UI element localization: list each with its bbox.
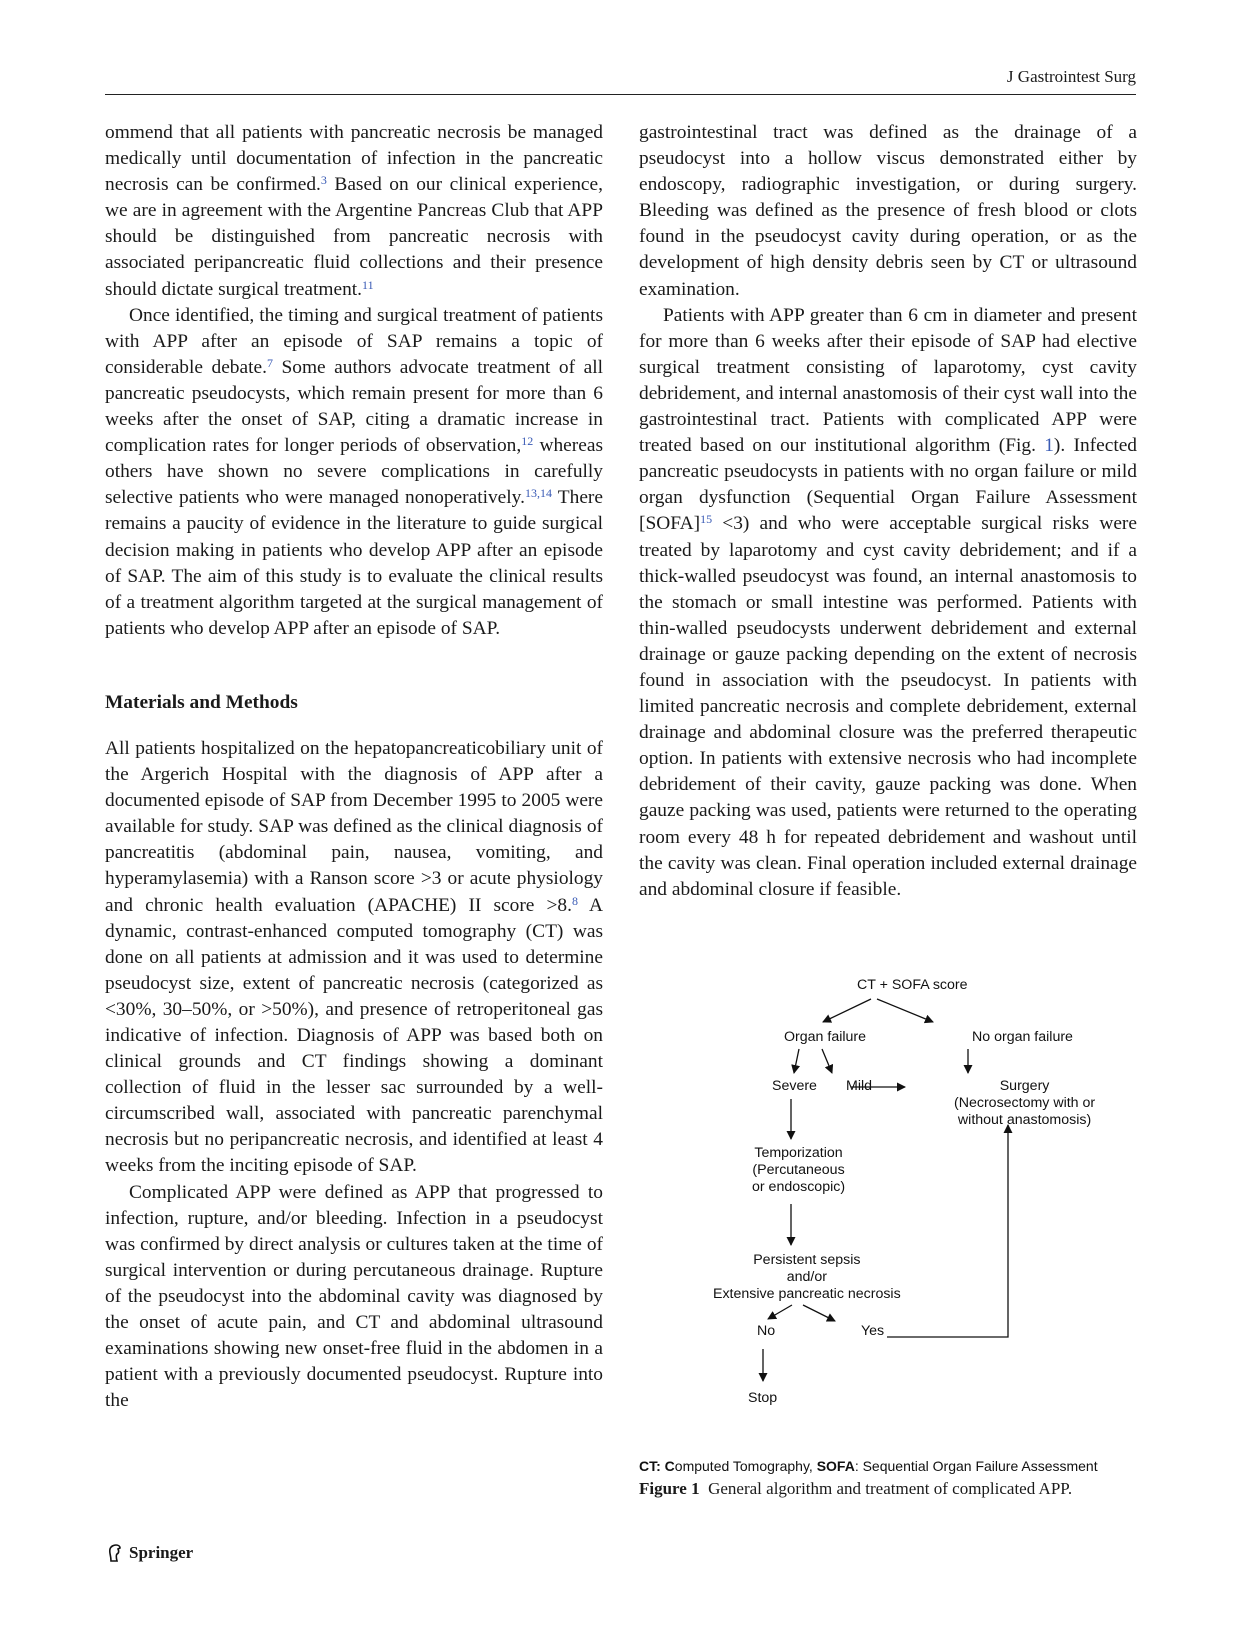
right-column — [639, 120, 1137, 903]
paragraph: Patients with APP greater than 6 cm in diameter and present for more than 6 weeks after their episode of SAP had elective surgical treatment consisting of laparotomy, cyst cavity debridement, and internal anastomosis of their cyst wall into the gastrointestinal tract. Patients with complicated APP were treated based on our institutional algorithm (Fig. 1). Infected pancreatic pseudocysts in patients with no organ failure or mild organ dysfunction (Sequential Organ Failure Assessment [SOFA]$^{15}$ <3) and who were acceptable surgical risks were treated by laparotomy and cyst cavity debridement; and if a thick-walled pseudocyst was found, an internal anastomosis to the stomach or small intestine was performed. Patients with thin-walled pseudocysts underwent debridement and external drainage or gauze packing depending on the extent of necrosis found in association with the pseudocyst. In patients with limited pancreatic necrosis and complete debridement, external drainage and abdominal closure was the preferred therapeutic option. In patients with extensive necrosis who had incomplete debridement of their cavity, gauze packing was done. When gauze packing was used, patients were returned to the operating room every 48 h for repeated debridement and washout until the cavity was clean. Final operation included external drainage and abdominal closure if feasible. — [639, 304, 1138, 900]
citation-ref[interactable]: 3 — [320, 173, 327, 188]
algorithm-flowchart — [639, 975, 1137, 1435]
node-no-organ-failure: No organ failure — [972, 1029, 1073, 1045]
citation-ref[interactable]: 7 — [266, 355, 273, 370]
node-ct-sofa: CT + SOFA score — [857, 977, 968, 993]
page-footer — [105, 1543, 193, 1563]
node-yes: Yes — [861, 1323, 885, 1339]
node-organ-failure: Organ failure — [784, 1029, 867, 1045]
paragraph: ommend that all patients with pancreatic necrosis be managed medically until documentation of infection in the pancreatic necrosis can be confirmed.$^3$ Based on our clinical experience, we are in agreement with the Argentine Pancreas Club that APP should be distinguished from pancreatic necrosis with associated peripancreatic fluid collections and their presence should dictate surgical treatment.$^{11}$ — [105, 122, 603, 300]
citation-ref[interactable]: 13,14 — [524, 486, 552, 501]
springer-horse-icon — [105, 1543, 125, 1563]
citation-ref[interactable]: 11 — [362, 277, 374, 292]
node-severe: Severe — [772, 1078, 817, 1094]
arrow — [803, 1305, 835, 1321]
figure-caption: Figure 1 General algorithm and treatment of complicated APP. — [639, 1479, 1073, 1498]
node-surgery: Surgery (Necrosectomy with or without anastomosis) — [954, 1078, 1096, 1128]
page-header — [105, 64, 1136, 95]
node-stop: Stop — [748, 1390, 778, 1406]
arrow — [768, 1305, 792, 1319]
paragraph: Complicated APP were defined as APP that progressed to infection, rupture, and/or bleeding. Infection in a pseudocyst was confirmed by direct analysis or cultures taken at the time of surgical intervention or during percutaneous drainage. Rupture of the pseudocyst into the abdominal cavity was diagnosed by the onset of acute pain, and CT and abdominal ultrasound examinations showing new onset-free fluid in the abdomen in a patient with a previously documented pseudocyst. Rupture into the — [105, 1181, 603, 1412]
citation-ref[interactable]: 12 — [521, 434, 534, 449]
publisher-name: Springer — [129, 1543, 194, 1562]
figure-label: Figure 1 — [639, 1479, 700, 1498]
arrow — [794, 1049, 799, 1073]
node-no: No — [757, 1323, 776, 1339]
arrow — [877, 999, 933, 1022]
arrow — [887, 1125, 1008, 1337]
citation-ref[interactable]: 8 — [571, 893, 578, 908]
figure-ref-link[interactable]: 1 — [1044, 435, 1054, 457]
arrow — [823, 999, 871, 1022]
node-temporization: Temporization (Percutaneous or endoscopic) — [752, 1145, 846, 1195]
figure-abbreviations: CT: Computed Tomography, SOFA: Sequential Organ Failure Assessment — [639, 1458, 1098, 1474]
node-mild: Mild — [846, 1078, 873, 1094]
node-persistent-sepsis: Persistent sepsis and/or Extensive pancreatic necrosis — [713, 1252, 901, 1302]
arrow — [822, 1049, 832, 1073]
left-column — [105, 120, 603, 1414]
paragraph: Once identified, the timing and surgical treatment of patients with APP after an episode of SAP remains a topic of considerable debate.$^7$ Some authors advocate treatment of all pancreatic pseudocysts, which remain present for more than 6 weeks after the onset of SAP, citing a dramatic increase in complication rates for longer periods of observation,$^{12}$ whereas others have shown no severe complications in carefully selective patients who were managed nonoperatively.$^{13,14}$ There remains a paucity of evidence in the literature to guide surgical decision making in patients who develop APP after an episode of SAP. The aim of this study is to evaluate the clinical results of a treatment algorithm targeted at the surgical management of patients who develop APP after an episode of SAP. — [105, 304, 604, 639]
paragraph: All patients hospitalized on the hepatopancreaticobiliary unit of the Argerich Hospital with the diagnosis of APP after a documented episode of SAP from December 1995 to 2005 were available for study. SAP was defined as the clinical diagnosis of pancreatitis (abdominal pain, nausea, vomiting, and hyperamylasemia) with a Ranson score >3 or acute physiology and chronic health evaluation (APACHE) II score >8.$^8$ A dynamic, contrast-enhanced computed tomography (CT) was done on all patients at admission and it was used to determine pseudocyst size, extent of pancreatic necrosis (categorized as <30%, 30–50%, or >50%), and presence of retroperitoneal gas indicative of infection. Diagnosis of APP was based both on clinical grounds and CT findings showing a dominant collection of fluid in the lesser sac surrounded by a well-circumscribed wall, associated with pancreatic parenchymal necrosis but no peripancreatic necrosis, and identified at least 4 weeks from the inciting episode of SAP. — [105, 737, 603, 1177]
journal-name: J Gastrointest Surg — [1006, 67, 1136, 86]
section-heading: Materials and Methods — [105, 691, 298, 713]
citation-ref[interactable]: 15 — [700, 512, 713, 527]
paragraph: gastrointestinal tract was defined as the drainage of a pseudocyst into a hollow viscus demonstrated either by endoscopy, radiographic investigation, or during surgery. Bleeding was defined as the presence of fresh blood or clots found in the pseudocyst cavity during operation, or as the development of high density debris seen by CT or ultrasound examination. — [639, 122, 1137, 300]
